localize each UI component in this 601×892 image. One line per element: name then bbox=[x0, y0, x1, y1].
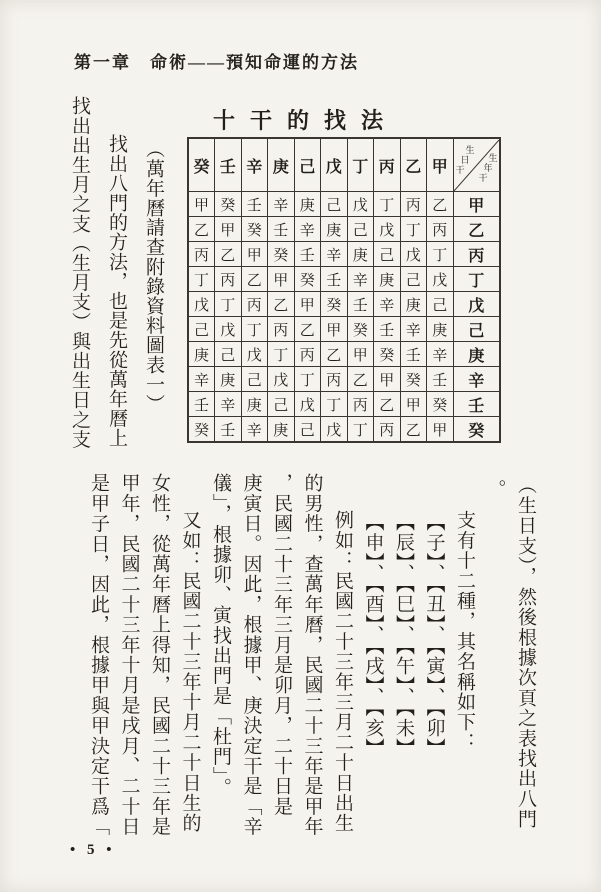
stem-cell: 乙 bbox=[374, 392, 401, 417]
stem-cell: 癸 bbox=[241, 217, 268, 242]
stem-cell: 甲 bbox=[241, 242, 268, 267]
stem-cell: 己 bbox=[215, 342, 242, 367]
stem-cell: 己 bbox=[347, 217, 374, 242]
stem-cell: 己 bbox=[188, 317, 215, 342]
stem-cell: 甲 bbox=[268, 267, 295, 292]
stem-col-header: 庚 bbox=[268, 138, 295, 192]
stem-table-row bbox=[188, 317, 500, 342]
stem-col-header: 乙 bbox=[400, 138, 427, 192]
stem-cell: 乙 bbox=[241, 267, 268, 292]
stem-cell: 丁 bbox=[268, 342, 295, 367]
stem-cell: 癸 bbox=[188, 417, 215, 443]
stem-table-row bbox=[188, 242, 500, 267]
stem-cell: 戊 bbox=[347, 192, 374, 217]
stem-col-header: 丙 bbox=[374, 138, 401, 192]
stem-cell: 壬 bbox=[400, 342, 427, 367]
stem-cell: 癸 bbox=[294, 267, 321, 292]
stem-table-body bbox=[188, 138, 500, 442]
stem-cell: 丁 bbox=[400, 217, 427, 242]
stem-cell: 庚 bbox=[427, 317, 454, 342]
stem-cell: 戊 bbox=[294, 392, 321, 417]
stem-cell: 壬 bbox=[374, 317, 401, 342]
stem-cell: 甲 bbox=[374, 367, 401, 392]
stem-cell: 壬 bbox=[215, 417, 242, 443]
stem-table-row bbox=[188, 217, 500, 242]
stem-cell: 庚 bbox=[215, 367, 242, 392]
stem-cell: 丙 bbox=[268, 317, 295, 342]
stem-cell: 辛 bbox=[427, 342, 454, 367]
vertical-text-column: 支有十二種，其名稱如下： bbox=[454, 510, 475, 753]
stem-cell: 辛 bbox=[241, 417, 268, 443]
stem-row-label: 甲 bbox=[453, 192, 500, 217]
stem-cell: 壬 bbox=[188, 392, 215, 417]
stem-cell: 庚 bbox=[241, 392, 268, 417]
stem-cell: 辛 bbox=[321, 242, 348, 267]
corner-cell bbox=[453, 138, 500, 192]
stem-col-header: 辛 bbox=[241, 138, 268, 192]
stem-cell: 戊 bbox=[215, 317, 242, 342]
corner-upper-char: 日 bbox=[460, 154, 470, 165]
stem-cell: 辛 bbox=[400, 317, 427, 342]
corner-lower-char: 年 bbox=[483, 162, 493, 173]
stem-col-header: 甲 bbox=[427, 138, 454, 192]
stem-cell: 甲 bbox=[427, 417, 454, 443]
stem-cell: 丁 bbox=[427, 242, 454, 267]
stem-cell: 癸 bbox=[347, 317, 374, 342]
stem-cell: 辛 bbox=[374, 292, 401, 317]
stem-row-label: 庚 bbox=[453, 342, 500, 367]
corner-upper-char: 干 bbox=[455, 164, 465, 175]
stem-cell: 庚 bbox=[347, 242, 374, 267]
stem-cell: 乙 bbox=[188, 217, 215, 242]
stem-cell: 戊 bbox=[188, 292, 215, 317]
stem-col-header: 壬 bbox=[215, 138, 242, 192]
corner-upper-char: 生 bbox=[465, 144, 475, 155]
stem-table-row bbox=[188, 292, 500, 317]
stem-cell: 壬 bbox=[241, 192, 268, 217]
stem-cell: 己 bbox=[268, 392, 295, 417]
stem-col-header: 丁 bbox=[347, 138, 374, 192]
stem-table-row bbox=[188, 342, 500, 367]
stem-table-row bbox=[188, 392, 500, 417]
ten-stems-table bbox=[187, 137, 501, 443]
stem-cell: 丁 bbox=[188, 267, 215, 292]
stem-cell: 辛 bbox=[215, 392, 242, 417]
stem-row-label: 壬 bbox=[453, 392, 500, 417]
vertical-text-column: 儀」，根據卯、寅找出門是「杜門」。 bbox=[210, 473, 231, 798]
vertical-text-column: 【子】、【丑】、【寅】、【卯】 bbox=[423, 512, 445, 758]
stem-cell: 壬 bbox=[294, 242, 321, 267]
stem-cell: 癸 bbox=[321, 292, 348, 317]
stem-cell: 癸 bbox=[374, 342, 401, 367]
stem-cell: 辛 bbox=[268, 192, 295, 217]
stem-cell: 己 bbox=[294, 417, 321, 443]
vertical-text-column: 例如：民國二十三年三月二十日出生 bbox=[332, 510, 353, 834]
stem-cell: 甲 bbox=[294, 292, 321, 317]
stem-table-row bbox=[188, 192, 500, 217]
vertical-text-column: 找出八門的方法，也是先從萬年曆上 bbox=[106, 134, 127, 448]
vertical-text-column: 。 bbox=[484, 479, 506, 500]
stem-col-header: 戊 bbox=[321, 138, 348, 192]
stem-cell: 乙 bbox=[215, 242, 242, 267]
stem-row-label: 戊 bbox=[453, 292, 500, 317]
stem-row-label: 乙 bbox=[453, 217, 500, 242]
stem-cell: 丙 bbox=[427, 217, 454, 242]
stem-cell: 癸 bbox=[427, 392, 454, 417]
vertical-text-column: ，民國二十三年三月是卯月，二十日是 bbox=[271, 473, 292, 817]
stem-cell: 癸 bbox=[268, 242, 295, 267]
stem-cell: 戊 bbox=[321, 417, 348, 443]
stem-cell: 己 bbox=[374, 242, 401, 267]
stem-cell: 丙 bbox=[188, 242, 215, 267]
vertical-text-column: 找出出生月之支（生月支）與出生日之支 bbox=[69, 96, 90, 449]
stem-cell: 乙 bbox=[268, 292, 295, 317]
vertical-text-column: 甲年，民國二十三年十月是戌月、二十日 bbox=[118, 473, 140, 837]
stem-cell: 己 bbox=[400, 267, 427, 292]
stem-header-row bbox=[188, 138, 500, 192]
stem-cell: 甲 bbox=[400, 392, 427, 417]
stem-cell: 丁 bbox=[321, 392, 348, 417]
stem-table-row bbox=[188, 367, 500, 392]
stem-cell: 乙 bbox=[294, 317, 321, 342]
stem-cell: 丙 bbox=[400, 192, 427, 217]
vertical-text-column: 是甲子日，因此，根據甲與甲決定干爲「 bbox=[88, 473, 109, 837]
stem-row-label: 丙 bbox=[453, 242, 500, 267]
stem-cell: 辛 bbox=[347, 267, 374, 292]
stem-cell: 壬 bbox=[268, 217, 295, 242]
stem-cell: 庚 bbox=[400, 292, 427, 317]
stem-cell: 庚 bbox=[268, 417, 295, 443]
stem-cell: 庚 bbox=[374, 267, 401, 292]
stem-cell: 辛 bbox=[188, 367, 215, 392]
corner-diagonal bbox=[454, 140, 499, 191]
chapter-header: 第一章 命術——預知命運的方法 bbox=[74, 53, 359, 72]
stem-cell: 辛 bbox=[294, 217, 321, 242]
stem-col-header: 己 bbox=[294, 138, 321, 192]
stem-cell: 戊 bbox=[268, 367, 295, 392]
corner-lower-char: 生 bbox=[488, 152, 498, 163]
stem-cell: 丁 bbox=[347, 417, 374, 443]
stem-cell: 己 bbox=[241, 367, 268, 392]
stem-cell: 丁 bbox=[294, 367, 321, 392]
stem-row-label: 己 bbox=[453, 317, 500, 342]
stem-cell: 壬 bbox=[427, 367, 454, 392]
stem-cell: 甲 bbox=[188, 192, 215, 217]
stem-cell: 戊 bbox=[400, 242, 427, 267]
stem-cell: 丙 bbox=[347, 392, 374, 417]
page-number: • 5 • bbox=[70, 842, 116, 858]
stem-cell: 乙 bbox=[427, 192, 454, 217]
stem-cell: 己 bbox=[321, 192, 348, 217]
vertical-text-column: 【申】、【酉】、【戌】、【亥】 bbox=[362, 512, 384, 758]
intro-text-block bbox=[60, 93, 172, 451]
vertical-text-column: （生日支），然後根據次頁之表找出八門 bbox=[515, 475, 536, 830]
vertical-text-column: 庚寅日。因此，根據甲、庚決定干是「辛 bbox=[240, 473, 262, 837]
stem-cell: 乙 bbox=[400, 417, 427, 443]
stem-cell: 乙 bbox=[347, 367, 374, 392]
stem-cell: 己 bbox=[427, 292, 454, 317]
stem-cell: 戊 bbox=[241, 342, 268, 367]
stem-cell: 戊 bbox=[374, 217, 401, 242]
stem-cell: 丙 bbox=[321, 367, 348, 392]
stem-cell: 壬 bbox=[321, 267, 348, 292]
table-title: 十干的找法 bbox=[213, 108, 399, 133]
stem-cell: 丁 bbox=[374, 192, 401, 217]
stem-row-label: 辛 bbox=[453, 367, 500, 392]
vertical-text-column: 的男性，查萬年曆，民國二十三年是甲年 bbox=[301, 473, 323, 837]
stem-cell: 丙 bbox=[241, 292, 268, 317]
stem-row-label: 癸 bbox=[453, 417, 500, 443]
stem-cell: 庚 bbox=[321, 217, 348, 242]
stem-cell: 丙 bbox=[215, 267, 242, 292]
stem-cell: 庚 bbox=[294, 192, 321, 217]
stem-cell: 甲 bbox=[321, 317, 348, 342]
stem-cell: 癸 bbox=[215, 192, 242, 217]
stem-table-row bbox=[188, 267, 500, 292]
stem-row-label: 丁 bbox=[453, 267, 500, 292]
stem-cell: 甲 bbox=[347, 342, 374, 367]
stem-cell: 戊 bbox=[427, 267, 454, 292]
vertical-text-column: 【辰】、【巳】、【午】、【未】 bbox=[393, 512, 414, 758]
vertical-text-column: （萬年曆請查附錄資料圖表一） bbox=[143, 139, 164, 414]
stem-cell: 丙 bbox=[374, 417, 401, 443]
stem-cell: 甲 bbox=[215, 217, 242, 242]
stem-cell: 丁 bbox=[215, 292, 242, 317]
stem-cell: 癸 bbox=[400, 367, 427, 392]
stem-cell: 丙 bbox=[294, 342, 321, 367]
stem-cell: 壬 bbox=[347, 292, 374, 317]
corner-lower-char: 干 bbox=[478, 172, 488, 183]
stem-table-row bbox=[188, 417, 500, 443]
stem-cell: 丁 bbox=[241, 317, 268, 342]
stem-cell: 乙 bbox=[321, 342, 348, 367]
stem-col-header: 癸 bbox=[188, 138, 215, 192]
stem-cell: 庚 bbox=[188, 342, 215, 367]
body-text-block bbox=[82, 471, 540, 839]
vertical-text-column: 又如：民國二十三年十月二十日生的 bbox=[179, 510, 201, 834]
vertical-text-column: 女性，從萬年曆上得知，民國二十三年是 bbox=[149, 473, 170, 837]
